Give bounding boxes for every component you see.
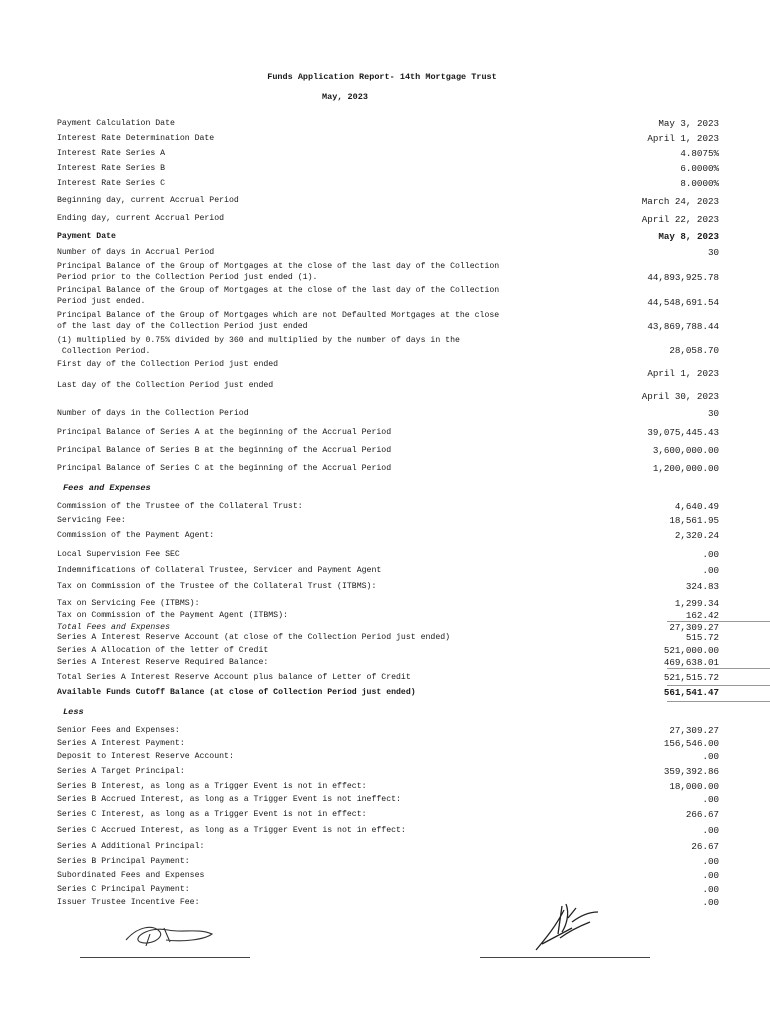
signature-right — [532, 898, 604, 954]
signature-left — [120, 918, 220, 950]
reserve-rule — [667, 668, 770, 669]
report-title: Funds Application Report- 14th Mortgage Trust — [267, 72, 497, 82]
report-date: May, 2023 — [322, 92, 368, 102]
available-funds-rule-top — [667, 685, 770, 686]
signature-line-right — [480, 957, 650, 958]
signature-line-left — [80, 957, 250, 958]
report-page: Funds Application Report- 14th Mortgage Trust May, 2023 Payment Calculation Date May 3, 2023 Interest Rate Determination Date April 1, 2023 Interest Rate Series A 4.8075% Interest Rate Series B 6.0000% Interest Rate Series C 8.0000% Beginning day, current Accrual Period March 24, 2023 Ending day, current Accrual Period April 22, 2023 Payment Date May 8, 2023 Number of days in Accrual Period 30 Principal Balance of the Group of Mortgages at the close of the last day of the Collection Period prior to the Collection Period just ended (1). 44,893,925.78 Principal Balance of the Group of Mortgages at the close of the last day of the Collection Period just ended. 44,548,691.54 Principal Balance of the Group of Mortgages which are not Defaulted Mortgages at the close of the last day of the Collection Period just ended 43,869,788.44 (1) multiplied by 0.75% divided by 360 and multiplied by the number of days in the Collection Period. 28,058.70 First day of the Collection Period just ended April 1, 2023 Last day of the Collection Period just ended April 30, 2023 Number of days in the Collection Period 30 Principal Balance of Series A at the beginning of the Accrual Period 39,075,445.43 Principal Balance of Series B at the beginning of the Accrual Period 3,600,000.00 Principal Balance of Series C at the beginning of the Accrual Period 1,200,000.00 Fees and Expenses Commission of the Trustee of the Collateral Trust: 4,640.49 Servicing Fee: 18,561.95 Commission of the Payment Agent: 2,320.24 Local Supervision Fee SEC .00 Indemnifications of Collateral Trustee, Servicer and Payment Agent .00 Tax on Commission of the Trustee of the Collateral Trust (ITBMS): 324.83 Tax on Servicing Fee (ITBMS): 1,299.34 Tax on Commission of the Payment Agent (ITBMS): 162.42 Total Fees and Expenses 27,309.27 Series A Interest Reserve Account (at close of the Collection Period just ended) 515.72 Series A Allocation of the letter of Credit 521,000.00 Series A Interest Reserve Required Balance: 469,638.01 Total Series A Interest Reserve Account plus balance of Letter of Credit 521,515.72 Available Funds Cutoff Balance (at close of Collection Period just ended) 561,541.47 Less Senior Fees and Expenses: 27,309.27 Series A Interest Payment: 156,546.00 Deposit to Interest Reserve Account: .00 Series A Target Principal: 359,392.86 Series B Interest, as long as a Trigger Event is not in effect: 18,000.00 Series B Accrued Interest, as long as a Trigger Event is not ineffect: .00 Series C Interest, as long as a Trigger Event is not in effect: 266.67 Series C Accrued Interest, as long as a Trigger Event is not in effect: .00 Series A Additional Principal: 26.67 Series B Principal Payment: .00 Subordinated Fees and Expenses .00 Series C Principal Payment: .00 Issuer Trustee Incentive Fee: .00 — [0, 0, 770, 1024]
available-funds-rule-bottom — [667, 701, 770, 702]
